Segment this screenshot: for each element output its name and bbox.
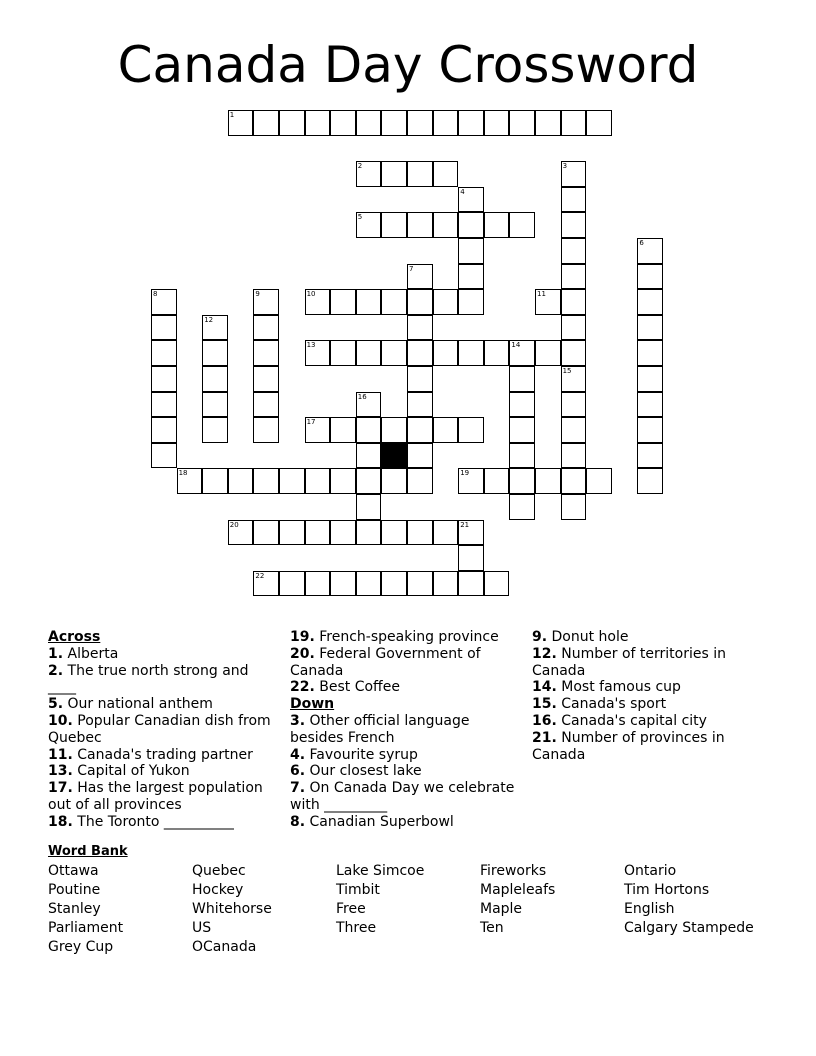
grid-cell[interactable] (253, 417, 279, 443)
grid-cell[interactable] (151, 340, 177, 366)
grid-cell[interactable] (561, 366, 587, 392)
grid-cell[interactable] (509, 417, 535, 443)
grid-cell[interactable] (561, 289, 587, 315)
grid-cell[interactable] (509, 340, 535, 366)
word-bank-word: Parliament (48, 920, 124, 936)
word-bank-word: Maple (480, 901, 523, 917)
grid-cell[interactable] (253, 315, 279, 341)
grid-cell[interactable] (356, 212, 382, 238)
grid-cell[interactable] (279, 571, 305, 597)
grid-cell[interactable] (458, 212, 484, 238)
grid-cell[interactable] (561, 392, 587, 418)
word-bank-word: US (192, 920, 212, 936)
grid-cell[interactable] (433, 571, 459, 597)
grid-cell[interactable] (458, 264, 484, 290)
grid-cell[interactable] (586, 110, 612, 136)
grid-cell[interactable] (484, 468, 510, 494)
word-bank-word: Lake Simcoe (336, 863, 425, 879)
page-title: Canada Day Crossword (117, 36, 699, 94)
grid-cell[interactable] (228, 520, 254, 546)
clue-number: 8 (153, 290, 158, 299)
grid-cell[interactable] (407, 366, 433, 392)
down-clue-6: 6. Our closest lake (290, 763, 422, 780)
grid-cell[interactable] (637, 468, 663, 494)
grid-cell[interactable] (509, 392, 535, 418)
grid-cell[interactable] (458, 238, 484, 264)
grid-cell[interactable] (637, 366, 663, 392)
grid-cell[interactable] (279, 468, 305, 494)
grid-cell[interactable] (177, 468, 203, 494)
across-clue-2: 2. The true north strong and ____ (48, 662, 249, 696)
word-bank-word: English (624, 901, 675, 917)
grid-cell[interactable] (509, 494, 535, 520)
grid-cell[interactable] (484, 212, 510, 238)
grid-cell[interactable] (433, 212, 459, 238)
grid-cell[interactable] (151, 366, 177, 392)
black-cell (381, 443, 407, 469)
grid-cell[interactable] (407, 417, 433, 443)
grid-cell[interactable] (458, 571, 484, 597)
grid-cell[interactable] (407, 212, 433, 238)
clue-number: 1 (229, 111, 235, 119)
grid-cell[interactable] (561, 212, 587, 238)
grid-cell[interactable] (305, 571, 331, 597)
grid-cell[interactable] (202, 315, 228, 341)
grid-cell[interactable] (228, 110, 254, 136)
grid-cell[interactable] (305, 289, 331, 315)
clue-number: 9 (255, 290, 260, 299)
grid-cell[interactable] (509, 110, 535, 136)
grid-cell[interactable] (407, 392, 433, 418)
clue-number: 3 (562, 162, 568, 171)
grid-cell[interactable] (407, 110, 433, 136)
grid-cell[interactable] (305, 417, 331, 443)
across-clue-20: 20. Federal Government of Canada (290, 645, 481, 679)
across-clue-11: 11. Canada's trading partner (48, 746, 253, 763)
grid-cell[interactable] (637, 238, 663, 264)
grid-cell[interactable] (202, 468, 228, 494)
word-bank-word: Mapleleafs (480, 882, 556, 898)
grid-cell[interactable] (561, 494, 587, 520)
clue-number: 15 (562, 367, 572, 375)
word-bank-word: Ottawa (48, 863, 99, 879)
grid-cell[interactable] (407, 520, 433, 546)
word-bank-word: Grey Cup (48, 939, 114, 955)
across-clue-5: 5. Our national anthem (48, 696, 213, 713)
grid-cell[interactable] (458, 520, 484, 546)
grid-cell[interactable] (407, 264, 433, 290)
grid-cell[interactable] (458, 340, 484, 366)
grid-cell[interactable] (279, 520, 305, 546)
grid-cell[interactable] (151, 315, 177, 341)
grid-cell[interactable] (253, 468, 279, 494)
clues-column-3 (532, 629, 772, 763)
down-clue-9: 9. Donut hole (532, 629, 629, 645)
grid-cell[interactable] (407, 340, 433, 366)
grid-cell[interactable] (637, 289, 663, 315)
grid-cell[interactable] (458, 110, 484, 136)
grid-cell[interactable] (433, 340, 459, 366)
grid-cell[interactable] (509, 366, 535, 392)
grid-cell[interactable] (535, 289, 561, 315)
grid-cell[interactable] (561, 110, 587, 136)
grid-cell[interactable] (202, 340, 228, 366)
clue-number: 2 (357, 162, 363, 171)
word-bank-word: Ten (480, 920, 504, 936)
grid-cell[interactable] (356, 520, 382, 546)
grid-cell[interactable] (407, 315, 433, 341)
clue-number: 18 (178, 469, 188, 478)
grid-cell[interactable] (535, 468, 561, 494)
grid-cell[interactable] (356, 340, 382, 366)
grid-cell[interactable] (509, 443, 535, 469)
grid-cell[interactable] (305, 468, 331, 494)
word-bank-word: Tim Hortons (624, 882, 710, 898)
clues-column-2 (290, 629, 522, 831)
grid-cell[interactable] (561, 187, 587, 213)
clue-number: 5 (357, 213, 363, 222)
down-clue-15: 15. Canada's sport (532, 696, 667, 713)
word-bank-word: Poutine (48, 882, 101, 898)
clue-number: 20 (229, 520, 239, 529)
grid-cell[interactable] (356, 417, 382, 443)
word-bank-word: Fireworks (480, 863, 547, 879)
grid-cell[interactable] (561, 443, 587, 469)
grid-cell[interactable] (305, 520, 331, 546)
grid-cell[interactable] (407, 443, 433, 469)
grid-cell[interactable] (637, 264, 663, 290)
down-header: Down (290, 696, 335, 713)
word-bank-word: Calgary Stampede (624, 920, 754, 936)
grid-cell[interactable] (561, 161, 587, 187)
grid-cell[interactable] (561, 264, 587, 290)
across-clue-1: 1. Alberta (48, 645, 119, 662)
grid-cell[interactable] (330, 520, 356, 546)
grid-cell[interactable] (253, 110, 279, 136)
grid-cell[interactable] (202, 417, 228, 443)
grid-cell[interactable] (330, 468, 356, 494)
grid-cell[interactable] (407, 161, 433, 187)
grid-cell[interactable] (458, 468, 484, 494)
grid-cell[interactable] (381, 417, 407, 443)
grid-cell[interactable] (433, 289, 459, 315)
grid-cell[interactable] (356, 392, 382, 418)
grid-cell[interactable] (356, 161, 382, 187)
word-bank-word: Hockey (192, 882, 244, 898)
clue-number: 19 (460, 469, 470, 478)
grid-cell[interactable] (381, 468, 407, 494)
clue-number: 22 (255, 571, 265, 580)
clue-number: 11 (537, 290, 546, 299)
clue-number: 14 (511, 341, 521, 350)
grid-cell[interactable] (253, 520, 279, 546)
word-bank-word: OCanada (192, 939, 257, 955)
clue-number: 16 (357, 392, 367, 401)
grid-cell[interactable] (637, 315, 663, 341)
grid-cell[interactable] (407, 468, 433, 494)
down-clue-21: 21. Number of provinces in Canada (532, 729, 725, 763)
grid-cell[interactable] (305, 340, 331, 366)
grid-cell[interactable] (356, 468, 382, 494)
grid-cell[interactable] (433, 161, 459, 187)
grid-cell[interactable] (484, 110, 510, 136)
grid-cell[interactable] (305, 110, 331, 136)
grid-cell[interactable] (535, 110, 561, 136)
down-clue-8: 8. Canadian Superbowl (290, 813, 454, 830)
grid-cell[interactable] (356, 289, 382, 315)
across-clue-18: 18. The Toronto __________ (48, 813, 234, 830)
down-clue-16: 16. Canada's capital city (532, 712, 707, 729)
grid-cell[interactable] (433, 417, 459, 443)
grid-cell[interactable] (381, 161, 407, 187)
grid-cell[interactable] (637, 417, 663, 443)
word-bank-word: Three (336, 920, 377, 936)
grid-cell[interactable] (561, 238, 587, 264)
word-bank-word: Whitehorse (192, 901, 272, 917)
grid-cell[interactable] (381, 289, 407, 315)
grid-cell[interactable] (151, 289, 177, 315)
word-bank-word: Quebec (192, 863, 246, 879)
grid-cell[interactable] (151, 443, 177, 469)
grid-cell[interactable] (561, 315, 587, 341)
grid-cell[interactable] (253, 392, 279, 418)
grid-cell[interactable] (330, 571, 356, 597)
grid-cell[interactable] (330, 289, 356, 315)
grid-cell[interactable] (407, 289, 433, 315)
grid-cell[interactable] (330, 110, 356, 136)
clues-column-1 (48, 629, 280, 831)
grid-cell[interactable] (561, 417, 587, 443)
grid-cell[interactable] (458, 417, 484, 443)
grid-cell[interactable] (356, 571, 382, 597)
grid-cell[interactable] (381, 212, 407, 238)
grid-cell[interactable] (356, 110, 382, 136)
grid-cell[interactable] (535, 340, 561, 366)
clue-number: 6 (639, 239, 644, 247)
grid-cell[interactable] (253, 289, 279, 315)
word-bank-title: Word Bank (48, 844, 128, 859)
across-clue-10: 10. Popular Canadian dish from Quebec (48, 712, 271, 746)
across-clue-13: 13. Capital of Yukon (48, 763, 190, 780)
grid-cell[interactable] (381, 110, 407, 136)
grid-cell[interactable] (381, 520, 407, 546)
grid-cell[interactable] (407, 571, 433, 597)
across-clue-17: 17. Has the largest population out of all provinces (48, 780, 263, 813)
down-clue-14: 14. Most famous cup (532, 679, 681, 696)
grid-cell[interactable] (509, 212, 535, 238)
grid-cell[interactable] (484, 340, 510, 366)
grid-cell[interactable] (202, 392, 228, 418)
across-clue-22: 22. Best Coffee (290, 679, 400, 696)
grid-cell[interactable] (433, 520, 459, 546)
word-bank-word: Stanley (48, 901, 101, 917)
grid-cell[interactable] (484, 571, 510, 597)
grid-cell[interactable] (433, 110, 459, 136)
down-clue-3: 3. Other official language besides French (290, 712, 470, 746)
clue-number: 21 (460, 520, 470, 529)
grid-cell[interactable] (279, 110, 305, 136)
clue-number: 4 (460, 187, 465, 196)
grid-cell[interactable] (637, 340, 663, 366)
grid-cell[interactable] (151, 417, 177, 443)
clue-number: 7 (409, 264, 414, 273)
grid-cell[interactable] (381, 571, 407, 597)
grid-cell[interactable] (458, 289, 484, 315)
grid-cell[interactable] (509, 468, 535, 494)
grid-cell[interactable] (151, 392, 177, 418)
word-bank-word: Timbit (336, 882, 380, 898)
grid-cell[interactable] (253, 340, 279, 366)
grid-cell[interactable] (381, 340, 407, 366)
down-clue-12: 12. Number of territories in Canada (532, 645, 726, 679)
across-header: Across (48, 629, 101, 645)
grid-cell[interactable] (586, 468, 612, 494)
grid-cell[interactable] (356, 443, 382, 469)
grid-cell[interactable] (202, 366, 228, 392)
grid-cell[interactable] (561, 340, 587, 366)
grid-cell[interactable] (637, 392, 663, 418)
grid-cell[interactable] (330, 340, 356, 366)
clue-number: 10 (306, 290, 316, 299)
grid-cell[interactable] (637, 443, 663, 469)
word-bank-word: Ontario (624, 863, 677, 879)
clue-number: 17 (306, 418, 316, 427)
down-clue-7: 7. On Canada Day we celebrate with _________ (290, 780, 515, 813)
grid-cell[interactable] (330, 417, 356, 443)
grid-cell[interactable] (253, 571, 279, 597)
grid-cell[interactable] (458, 545, 484, 571)
clue-number: 12 (204, 315, 214, 324)
down-clue-4: 4. Favourite syrup (290, 746, 418, 763)
across-clue-19: 19. French-speaking province (290, 629, 499, 645)
word-bank-word: Free (336, 901, 366, 917)
grid-cell[interactable] (228, 468, 254, 494)
grid-cell[interactable] (458, 187, 484, 213)
grid-cell[interactable] (561, 468, 587, 494)
grid-cell[interactable] (356, 494, 382, 520)
clue-number: 13 (306, 341, 316, 350)
grid-cell[interactable] (253, 366, 279, 392)
